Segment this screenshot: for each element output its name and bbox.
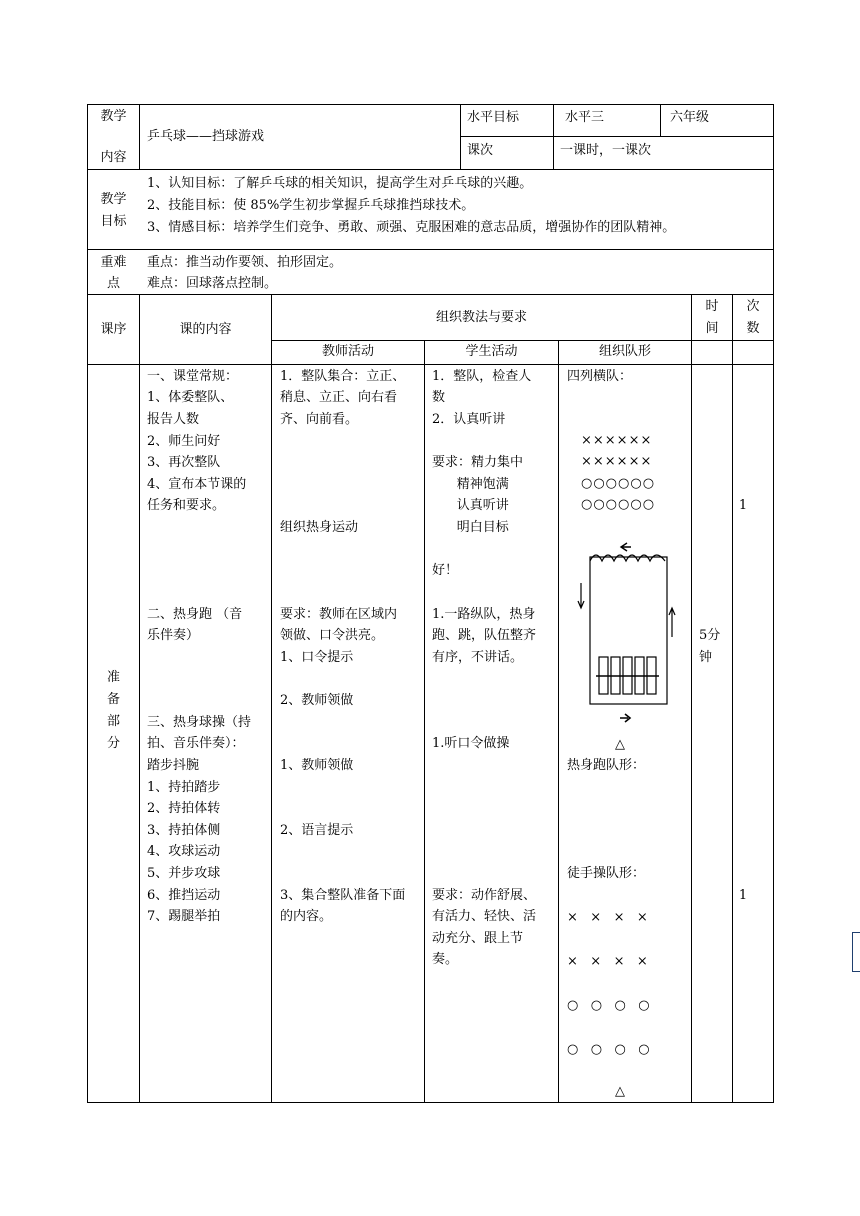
rule-line — [424, 340, 425, 1102]
student-activity: 数 — [432, 390, 446, 405]
col-formation: 组织队形 — [598, 344, 651, 359]
rule-line — [773, 104, 774, 1103]
teacher-activity: 2、教师领做 — [280, 693, 354, 708]
content-ballgym: 7、踢腿举拍 — [147, 909, 221, 924]
formation-label: 徒手操队形： — [567, 866, 646, 881]
gym-row: ○ ○ ○ ○ — [567, 1042, 650, 1057]
student-activity: 好！ — [432, 563, 459, 578]
objectives-label: 目标 — [100, 214, 127, 229]
rule-line — [139, 104, 140, 169]
arrow-down-icon — [578, 583, 584, 608]
content-warmup: 乐伴奏） — [147, 628, 200, 643]
difficulty-label: 重难 — [100, 255, 127, 270]
section-name: 备 — [106, 692, 120, 707]
gym-row: × × × × — [567, 910, 648, 925]
topic-title: 乒乓球——挡球游戏 — [147, 129, 265, 144]
teacher-activity: 2、语言提示 — [280, 823, 354, 838]
student-activity: 奏。 — [432, 952, 459, 967]
hard-point: 难点：回球落点控制。 — [147, 276, 278, 291]
content-line: 任务和要求。 — [147, 498, 226, 513]
student-activity: 有活力、轻快、活 — [432, 909, 537, 924]
teacher-activity: 1、口令提示 — [280, 650, 354, 665]
col-order: 课序 — [100, 322, 127, 337]
rule-line — [271, 294, 272, 1102]
formation-row: ○○○○○○ — [581, 497, 656, 512]
content-line: 2、师生问好 — [147, 434, 221, 449]
content-ballgym: 5、并步攻球 — [147, 866, 221, 881]
teacher-activity: 1．整队集合：立正、 — [280, 369, 406, 384]
content-ballgym: 拍、音乐伴奏）： — [147, 736, 245, 751]
content-line: 一、课堂常规： — [147, 369, 239, 384]
student-activity: 精神饱满 — [432, 477, 509, 492]
content-ballgym: 三、热身球操（持 — [147, 715, 252, 730]
col-student: 学生活动 — [465, 344, 518, 359]
formation-label: 热身跑队形： — [567, 758, 646, 773]
col-methods: 组织教法与要求 — [435, 310, 527, 325]
student-activity: 1.一路纵队，热身 — [432, 607, 536, 622]
rule-line — [660, 104, 661, 136]
teacher-activity: 齐、向前看。 — [280, 412, 359, 427]
col-time: 间 — [705, 321, 719, 336]
content-line: 4、宣布本节课的 — [147, 477, 247, 492]
student-activity: 1．整队，检查人 — [432, 369, 532, 384]
student-activity: 明白目标 — [432, 520, 509, 535]
teacher-activity: 的内容。 — [280, 909, 333, 924]
content-ballgym: 6、推挡运动 — [147, 888, 221, 903]
rule-line — [460, 136, 773, 137]
content-ballgym: 踏步抖腕 — [147, 758, 200, 773]
col-content: 课的内容 — [179, 322, 232, 337]
teacher-activity: 组织热身运动 — [280, 520, 359, 535]
student-activity: 1.听口令做操 — [432, 736, 510, 751]
lesson-label: 课次 — [467, 143, 494, 158]
level-value: 水平三 — [565, 110, 605, 125]
formation-label: 四列横队： — [567, 369, 633, 384]
arrow-up-icon — [669, 608, 675, 637]
rule-line — [139, 294, 140, 1102]
rule-line — [87, 1102, 773, 1103]
rule-line — [87, 104, 773, 105]
objective-cognitive: 1、认知目标：了解乒乓球的相关知识，提高学生对乒乓球的兴趣。 — [147, 176, 533, 191]
col-teacher: 教师活动 — [321, 344, 374, 359]
section-name: 部 — [106, 714, 120, 729]
col-time: 时 — [705, 299, 719, 314]
col-count: 数 — [746, 321, 760, 336]
content-warmup: 二、热身跑 （音 — [147, 607, 243, 622]
student-activity: 有序，不讲话。 — [432, 650, 524, 665]
section-name: 分 — [106, 736, 120, 751]
section-name: 准 — [106, 670, 120, 685]
content-ballgym: 4、攻球运动 — [147, 844, 221, 859]
objective-skill: 2、技能目标：使 85%学生初步掌握乒乓球推挡球技术。 — [147, 198, 475, 213]
count-value: 1 — [738, 498, 748, 513]
formation-row: ×××××× — [581, 454, 653, 469]
rule-line — [87, 169, 773, 170]
student-activity: 2．认真听讲 — [432, 412, 506, 427]
content-line: 3、再次整队 — [147, 455, 221, 470]
rule-line — [558, 340, 559, 1102]
student-activity: 要求：精力集中 — [432, 455, 524, 470]
key-point: 重点：推当动作要领、拍形固定。 — [147, 255, 343, 270]
time-value: 钟 — [699, 650, 713, 665]
level-label: 水平目标 — [467, 110, 520, 125]
content-line: 1、体委整队、 — [147, 390, 234, 405]
content-ballgym: 2、持拍体转 — [147, 801, 221, 816]
teacher-activity: 1、教师领做 — [280, 758, 354, 773]
gym-row: × × × × — [567, 954, 648, 969]
content-ballgym: 1、持拍踏步 — [147, 780, 221, 795]
teacher-activity: 要求：教师在区域内 — [280, 607, 398, 622]
teacher-triangle-icon: △ — [615, 1084, 625, 1099]
content-ballgym: 3、持拍体侧 — [147, 823, 221, 838]
rule-line — [553, 104, 554, 169]
difficulty-label: 点 — [106, 276, 120, 291]
grade-value: 六年级 — [670, 110, 710, 125]
rule-line — [87, 249, 773, 250]
rule-line — [87, 364, 773, 365]
teacher-activity: 领做、口令洪亮。 — [280, 628, 385, 643]
time-value: 5分 — [699, 628, 721, 643]
lesson-value: 一课时，一课次 — [560, 143, 652, 158]
arrow-right-icon — [620, 714, 630, 722]
gym-row: ○ ○ ○ ○ — [567, 998, 650, 1013]
teacher-activity: 3、集合整队准备下面 — [280, 888, 406, 903]
side-tab-handle[interactable] — [852, 932, 860, 972]
formation-row: ○○○○○○ — [581, 476, 656, 491]
warmup-run-diagram — [575, 535, 685, 735]
formation-row: ×××××× — [581, 433, 653, 448]
rule-line — [732, 294, 733, 1102]
teacher-activity: 稍息、立正、向右看 — [280, 390, 398, 405]
wavy-line — [590, 555, 665, 561]
student-activity: 要求：动作舒展、 — [432, 888, 537, 903]
header-label-content: 内容 — [100, 150, 127, 165]
arrow-left-icon — [621, 543, 631, 551]
rule-line — [691, 294, 692, 1102]
header-label-teaching: 教学 — [100, 109, 127, 124]
student-activity: 跑、跳，队伍整齐 — [432, 628, 537, 643]
col-count: 次 — [746, 299, 760, 314]
content-line: 报告人数 — [147, 412, 200, 427]
student-activity: 认真听讲 — [432, 498, 509, 513]
student-activity: 动充分、跟上节 — [432, 931, 524, 946]
rule-line — [460, 104, 461, 169]
count-value: 1 — [738, 888, 748, 903]
objective-affective: 3、情感目标：培养学生们竞争、勇敢、顽强、克服困难的意志品质，增强协作的团队精神。 — [147, 220, 676, 235]
objectives-label: 教学 — [100, 192, 127, 207]
teacher-triangle-icon: △ — [615, 737, 625, 752]
